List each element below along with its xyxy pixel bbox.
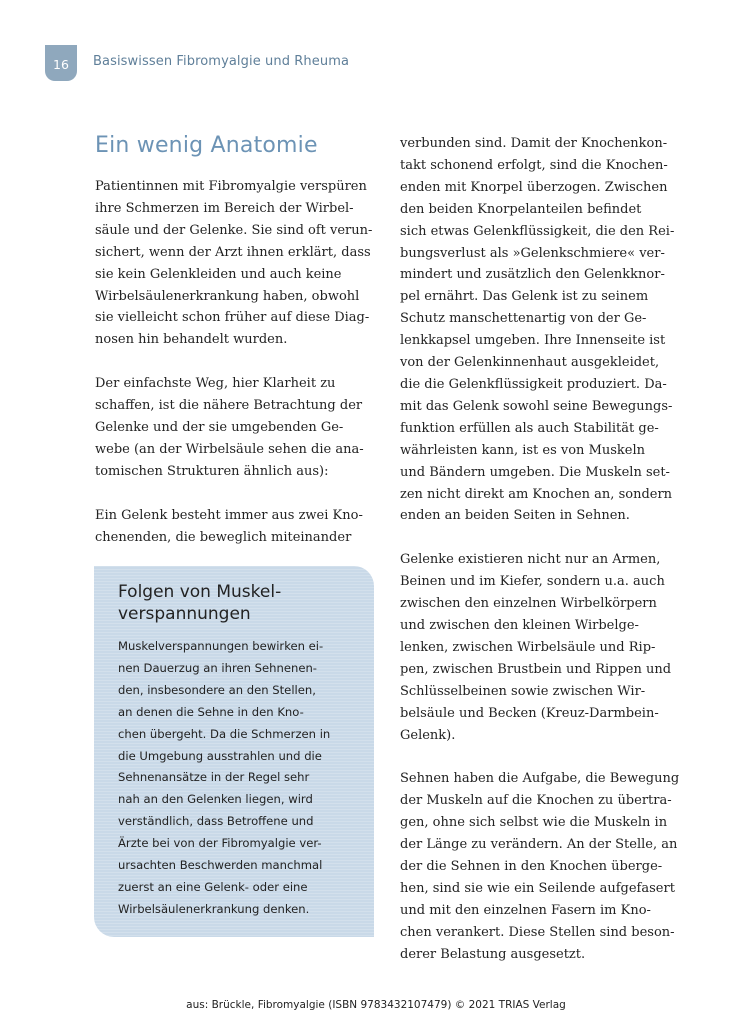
page-number: 16 — [53, 56, 69, 72]
running-header: Basiswissen Fibromyalgie und Rheuma — [93, 54, 350, 69]
info-box-title: Folgen von Muskel- verspannungen — [118, 582, 282, 624]
paragraph: Gelenke existieren nicht nur an Armen, Beinen und im Kiefer, sondern u.a. auch zwischen den einzelnen Wirbelkörpern und zwischen den kleinen Wirbelge- lenken, zwischen Wirbelsäule und Rip- pen, zwischen Brustbein und Rippen und Schlüsselbeinen sowie zwischen Wir- belsäule und Becken (Kreuz-Darmbein- Gelenk). — [400, 552, 672, 743]
paragraph: Sehnen haben die Aufgabe, die Bewegung der Muskeln auf die Knochen zu übertra- gen, ohne sich selbst wie die Muskeln in der Länge zu verändern. An der Stelle, an der die Sehnen in den Knochen überge- hen, sind sie wie ein Seilende aufgefasert und mit den einzelnen Fasern im Kno- chen verankert. Diese Stellen sind beson- derer Belastung ausgesetzt. — [400, 771, 680, 962]
source-footer: aus: Brückle, Fibromyalgie (ISBN 9783432107479) © 2021 TRIAS Verlag — [186, 999, 566, 1011]
right-column — [400, 133, 700, 988]
left-column — [95, 176, 385, 571]
paragraph: verbunden sind. Damit der Knochenkon- takt schonend erfolgt, sind die Knochen- enden mit Knorpel überzogen. Zwischen den beiden Knorpelanteilen befindet sich etwas Gelenkflüssigkeit, die den Rei- bungsverlust als »Gelenkschmiere« ver- mindert und zusätzlich den Gelenkknor- pel ernährt. Das Gelenk ist zu seinem Schutz manschettenartig von der Ge- lenkkapsel umgeben. Ihre Innenseite ist von der Gelenkinnenhaut ausgekleidet, die die Gelenkflüssigkeit produziert. Da- mit das Gelenk sowohl seine Bewegungs- funktion erfüllen als auch Stabilität ge- währleisten kann, ist es von Muskeln und Bändern umgeben. Die Muskeln set- zen nicht direkt am Knochen an, sondern enden an beiden Seiten in Sehnen. — [400, 136, 675, 524]
section-title: Ein wenig Anatomie — [95, 133, 318, 158]
paragraph: Patientinnen mit Fibromyalgie verspüren ihre Schmerzen im Bereich der Wirbel- säule und der Gelenke. Sie sind oft verun- sichert, wenn der Arzt ihnen erklärt, dass sie kein Gelenkleiden und auch keine Wirbelsäulenerkrankung haben, obwohl sie vielleicht schon früher auf diese Diag- nosen hin behandelt wurden. — [95, 179, 373, 348]
paragraph: Der einfachste Weg, hier Klarheit zu schaffen, ist die nähere Betrachtung der Gelenke und der sie umgebenden Ge- webe (an der Wirbelsäule sehen die ana- tomischen Strukturen ähnlich aus): — [95, 376, 364, 479]
info-box — [94, 566, 374, 937]
paragraph: Ein Gelenk besteht immer aus zwei Kno- chenenden, die beweglich miteinander — [95, 507, 363, 545]
info-box-body: Muskelverspannungen bewirken ei- nen Dauerzug an ihren Sehnenen- den, insbesondere an den Stellen, an denen die Sehne in den Kno- chen übergeht. Da die Schmerzen in die Umgebung ausstrahlen und die Sehnenansätze in der Regel sehr nah an den Gelenken liegen, wird verständlich, dass Betroffene und Ärzte bei von der Fibromyalgie ver- ursachten Beschwerden manchmal zuerst an eine Gelenk- oder eine Wirbelsäulenerkrankung denken. — [118, 639, 331, 916]
page-number-tab — [45, 45, 77, 81]
